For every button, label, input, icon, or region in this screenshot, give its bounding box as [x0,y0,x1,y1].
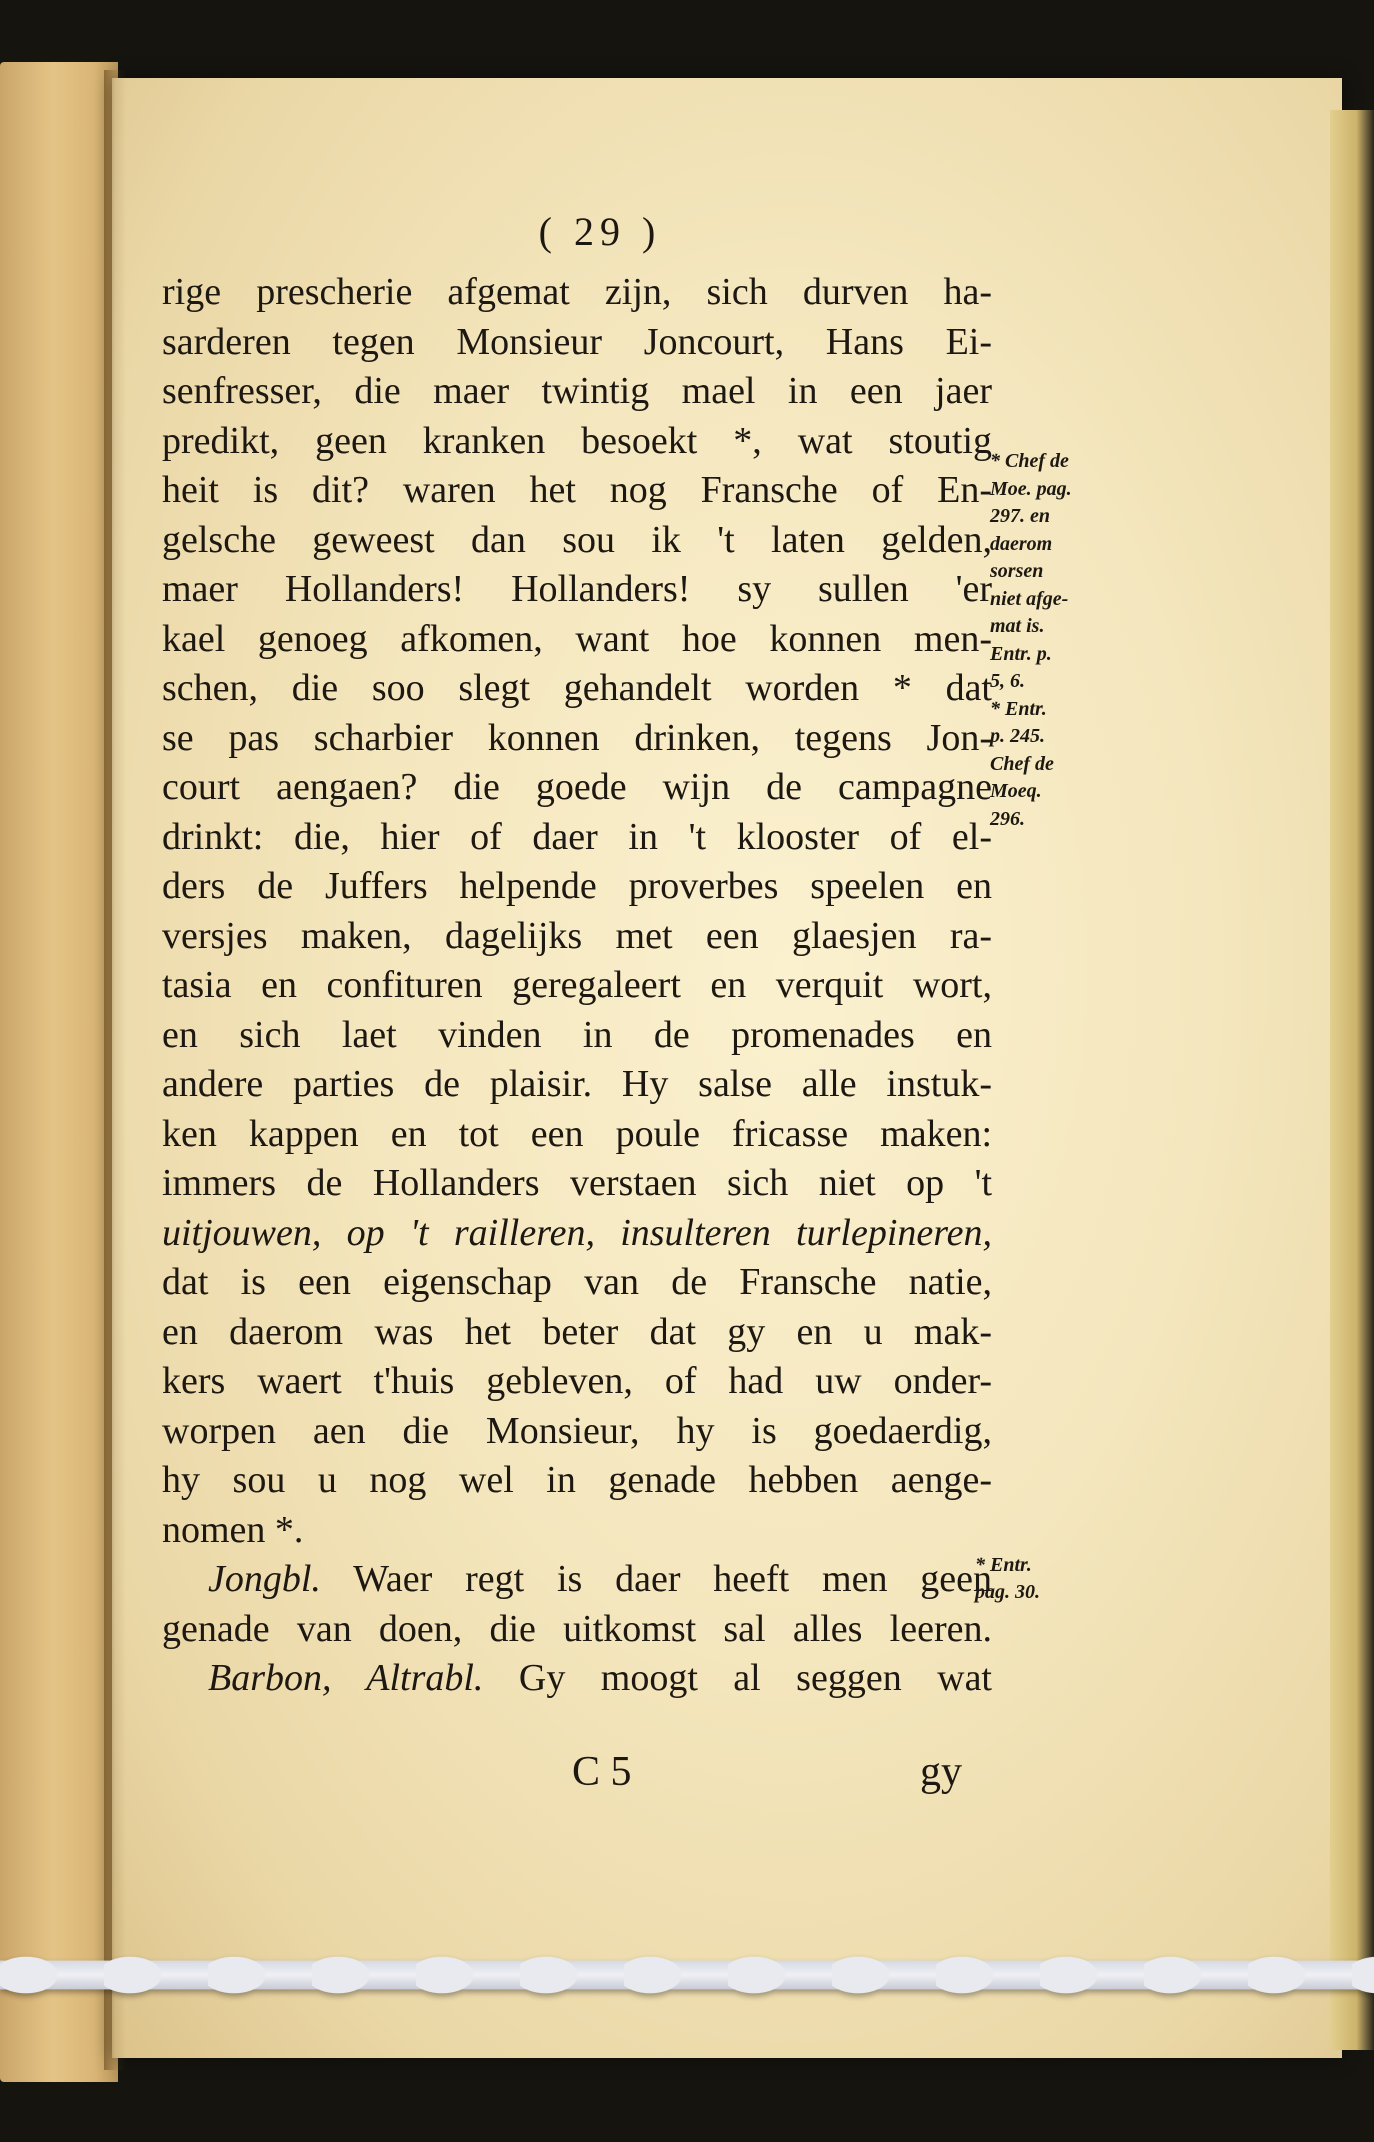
text-line: andere parties de plaisir. Hy salse alle instuk- [162,1063,992,1105]
margin-note-line: 296. [990,807,1025,830]
text-line: dat is een eigenschap van de Fransche natie, [162,1261,992,1303]
speaker-name: Jongbl. [208,1558,321,1600]
text-line: rige prescherie afgemat zijn, sich durven ha- [162,271,992,313]
page-number-header: ( 29 ) [538,209,662,254]
text-line: nomen *. [162,1508,304,1551]
text-line: predikt, geen kranken besoekt *, wat stoutig [162,419,992,462]
margin-note-line: Moeq. [990,780,1042,802]
margin-note-line: p. 245. [990,725,1045,747]
margin-note-line: pag. 30. [975,1581,1040,1603]
margin-note-line: mat is. [990,615,1045,637]
speech-line [162,1654,992,1704]
text-line: schen, die soo slegt gehandelt worden * dat [162,667,992,709]
catchword: gy [920,1749,962,1795]
text-line: hy sou u nog wel in genade hebben aenge- [162,1459,992,1501]
signature-mark: C 5 [572,1749,632,1795]
text-line: en daerom was het beter dat gy en u mak- [162,1310,992,1353]
footer-row [162,1748,962,1798]
text-line: uitjouwen, op 't railleren, insulteren turlepineren, [162,1211,992,1254]
left-page-edge [0,62,118,2082]
text-line: en sich laet vinden in de promenades en [162,1013,992,1056]
margin-note-line: * Entr. [990,697,1047,720]
margin-note-line: daerom [990,532,1053,555]
text-line: immers de Hollanders verstaen sich niet op 't [162,1162,992,1204]
text-line: versjes maken, dagelijks met een glaesjen ra- [162,914,992,957]
speech-text: Waer regt is daer heeft men geen [353,1558,992,1600]
speaker-name: Barbon, Altrabl. [208,1657,484,1699]
text-line: kael genoeg afkomen, want hoe konnen men- [162,617,992,660]
text-line: sarderen tegen Monsieur Joncourt, Hans Ei- [162,320,992,363]
margin-notes-lower [975,1552,1115,1606]
page-edge-right [1330,110,1374,2050]
text-line: heit is dit? waren het nog Fransche of En- [162,469,992,511]
text-line: genade van doen, die uitkomst sal alles leeren. [162,1607,992,1650]
bookmark-ribbon [0,1938,1374,2012]
text-line: worpen aen die Monsieur, hy is goedaerdig, [162,1409,992,1452]
text-line: court aengaen? die goede wijn de campagne [162,766,992,808]
margin-note-line: sorsen [990,560,1044,582]
text-line: se pas scharbier konnen drinken, tegens Jon- [162,716,992,759]
text-line: drinkt: die, hier of daer in 't klooster of el- [162,815,992,858]
margin-note-line: Chef de [990,752,1054,775]
margin-note-line: 5, 6. [990,670,1025,692]
text-line: senfresser, die maer twintig mael in een jaer [162,370,992,412]
text-line: kers waert t'huis gebleven, of had uw onder- [162,1360,992,1402]
margin-note-line: Entr. p. [990,642,1052,665]
margin-notes [990,448,1130,833]
book-gutter [104,70,126,2070]
text-line: gelsche geweest dan sou ik 't laten gelden, [162,518,992,561]
text-line: ken kappen en tot een poule fricasse maken: [162,1112,992,1155]
text-line: tasia en confituren geregaleert en verquit wort, [162,964,992,1006]
margin-note-line: Moe. pag. [990,477,1072,500]
text-line: maer Hollanders! Hollanders! sy sullen 'er [162,568,992,610]
speech-line [162,1555,992,1605]
margin-note-line: 297. en [990,505,1050,527]
text-line: ders de Juffers helpende proverbes speelen en [162,865,992,907]
margin-note-line: * Chef de [990,450,1069,472]
margin-note-line: * Entr. [975,1554,1032,1576]
margin-note-line: niet afge- [990,587,1069,610]
speech-text: Gy moogt al seggen wat [518,1657,992,1699]
body-text [162,268,992,1704]
